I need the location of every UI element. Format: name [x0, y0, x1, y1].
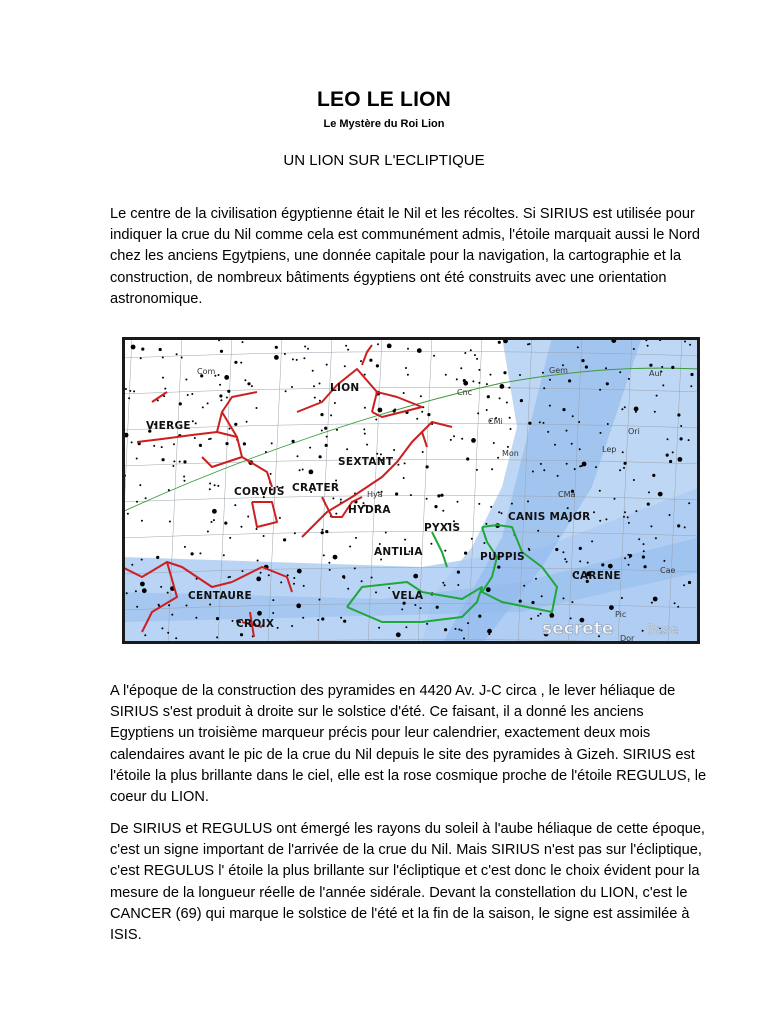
constellation-abbreviation: Aur — [649, 369, 663, 378]
constellation-label: PUPPIS — [480, 551, 525, 563]
constellation-abbreviation: CMi — [488, 417, 503, 426]
constellation-label: CARENE — [572, 570, 621, 582]
constellation-label: CROIX — [236, 618, 275, 630]
page-title: LEO LE LION — [316, 88, 452, 111]
constellation-abbreviation: Dor — [620, 634, 635, 643]
constellation-abbreviation: Gem — [549, 366, 568, 375]
constellation-label: CENTAURE — [188, 590, 253, 602]
paragraph-sirius-regulus: De SIRIUS et REGULUS ont émergé les rayons du soleil à l'aube héliaque de cette époque, c'est un signe important de l'arrivée de la crue du Nil. Mais SIRIUS n'est pas sur l'écliptique, c'est REGULUS l' étoile la plus brillante sur l'écliptique et c'est donc le choix évident pour la mesure de la longueur réelle de l'année sidérale. Devant la constellation du LION, c'est le CANCER (69) qui marque le solstice de l'été et la fin de la saison, le signe est assimilée à ISIS. — [110, 821, 705, 944]
constellation-abbreviation: Cnc — [457, 388, 473, 397]
constellation-label: PYXIS — [424, 522, 461, 534]
constellation-abbreviation: Lep — [602, 445, 617, 454]
constellation-label: CORVUS — [234, 486, 285, 498]
constellation-label: LION — [330, 382, 360, 394]
constellation-abbreviation: Cae — [660, 566, 676, 575]
constellation-abbreviation: Pic — [615, 610, 627, 619]
constellation-label: VIERGE — [146, 420, 191, 432]
paragraph-intro: Le centre de la civilisation égyptienne était le Nil et les récoltes. Si SIRIUS est utilisée pour indiquer la crue du Nil comme cela est communément admis, l'étoile marquait aussi le Nord chez les anciens Egytpiens, une donnée capitale pour la navigation, la cartographie et la construction, de nombreux bâtiments égyptiens ont été construits avec une orientation astronomique. — [110, 206, 701, 307]
watermark-suffix: Base — [647, 623, 679, 638]
constellation-abbreviation: Com — [197, 367, 216, 376]
constellation-abbreviation: CMa — [558, 490, 576, 499]
constellation-label: CRATER — [292, 482, 340, 494]
constellation-label: VELA — [392, 590, 424, 602]
star-chart-image — [122, 337, 700, 644]
watermark-text: secrete — [542, 619, 614, 639]
constellation-label: CANIS MAJOR — [508, 511, 591, 523]
constellation-label: SEXTANT — [338, 456, 394, 468]
constellation-label: HYDRA — [348, 504, 391, 516]
constellation-label: ANTILIA — [374, 546, 423, 558]
constellation-abbreviation: Mon — [502, 449, 519, 458]
constellation-abbreviation: Hya — [367, 490, 383, 499]
section-heading: UN LION SUR L'ECLIPTIQUE — [283, 152, 485, 169]
paragraph-pyramids: A l'époque de la construction des pyramides en 4420 Av. J-C circa , le lever héliaque de SIRIUS s'est produit à droite sur le solstice d'été. Ce faisant, il a donné les anciens Egyptiens un troisième marqueur précis pour leur calendrier, exactement deux mois calendaires avant le pic de la crue du Nil depuis le site des pyramides à Gizeh. SIRIUS est l'étoile la plus brillante dans le ciel, elle est la rose cosmique proche de l'étoile REGULUS, le coeur du LION. — [110, 683, 707, 806]
page-subtitle: Le Mystère du Roi Lion — [323, 118, 445, 130]
constellation-abbreviation: Ori — [628, 427, 640, 436]
